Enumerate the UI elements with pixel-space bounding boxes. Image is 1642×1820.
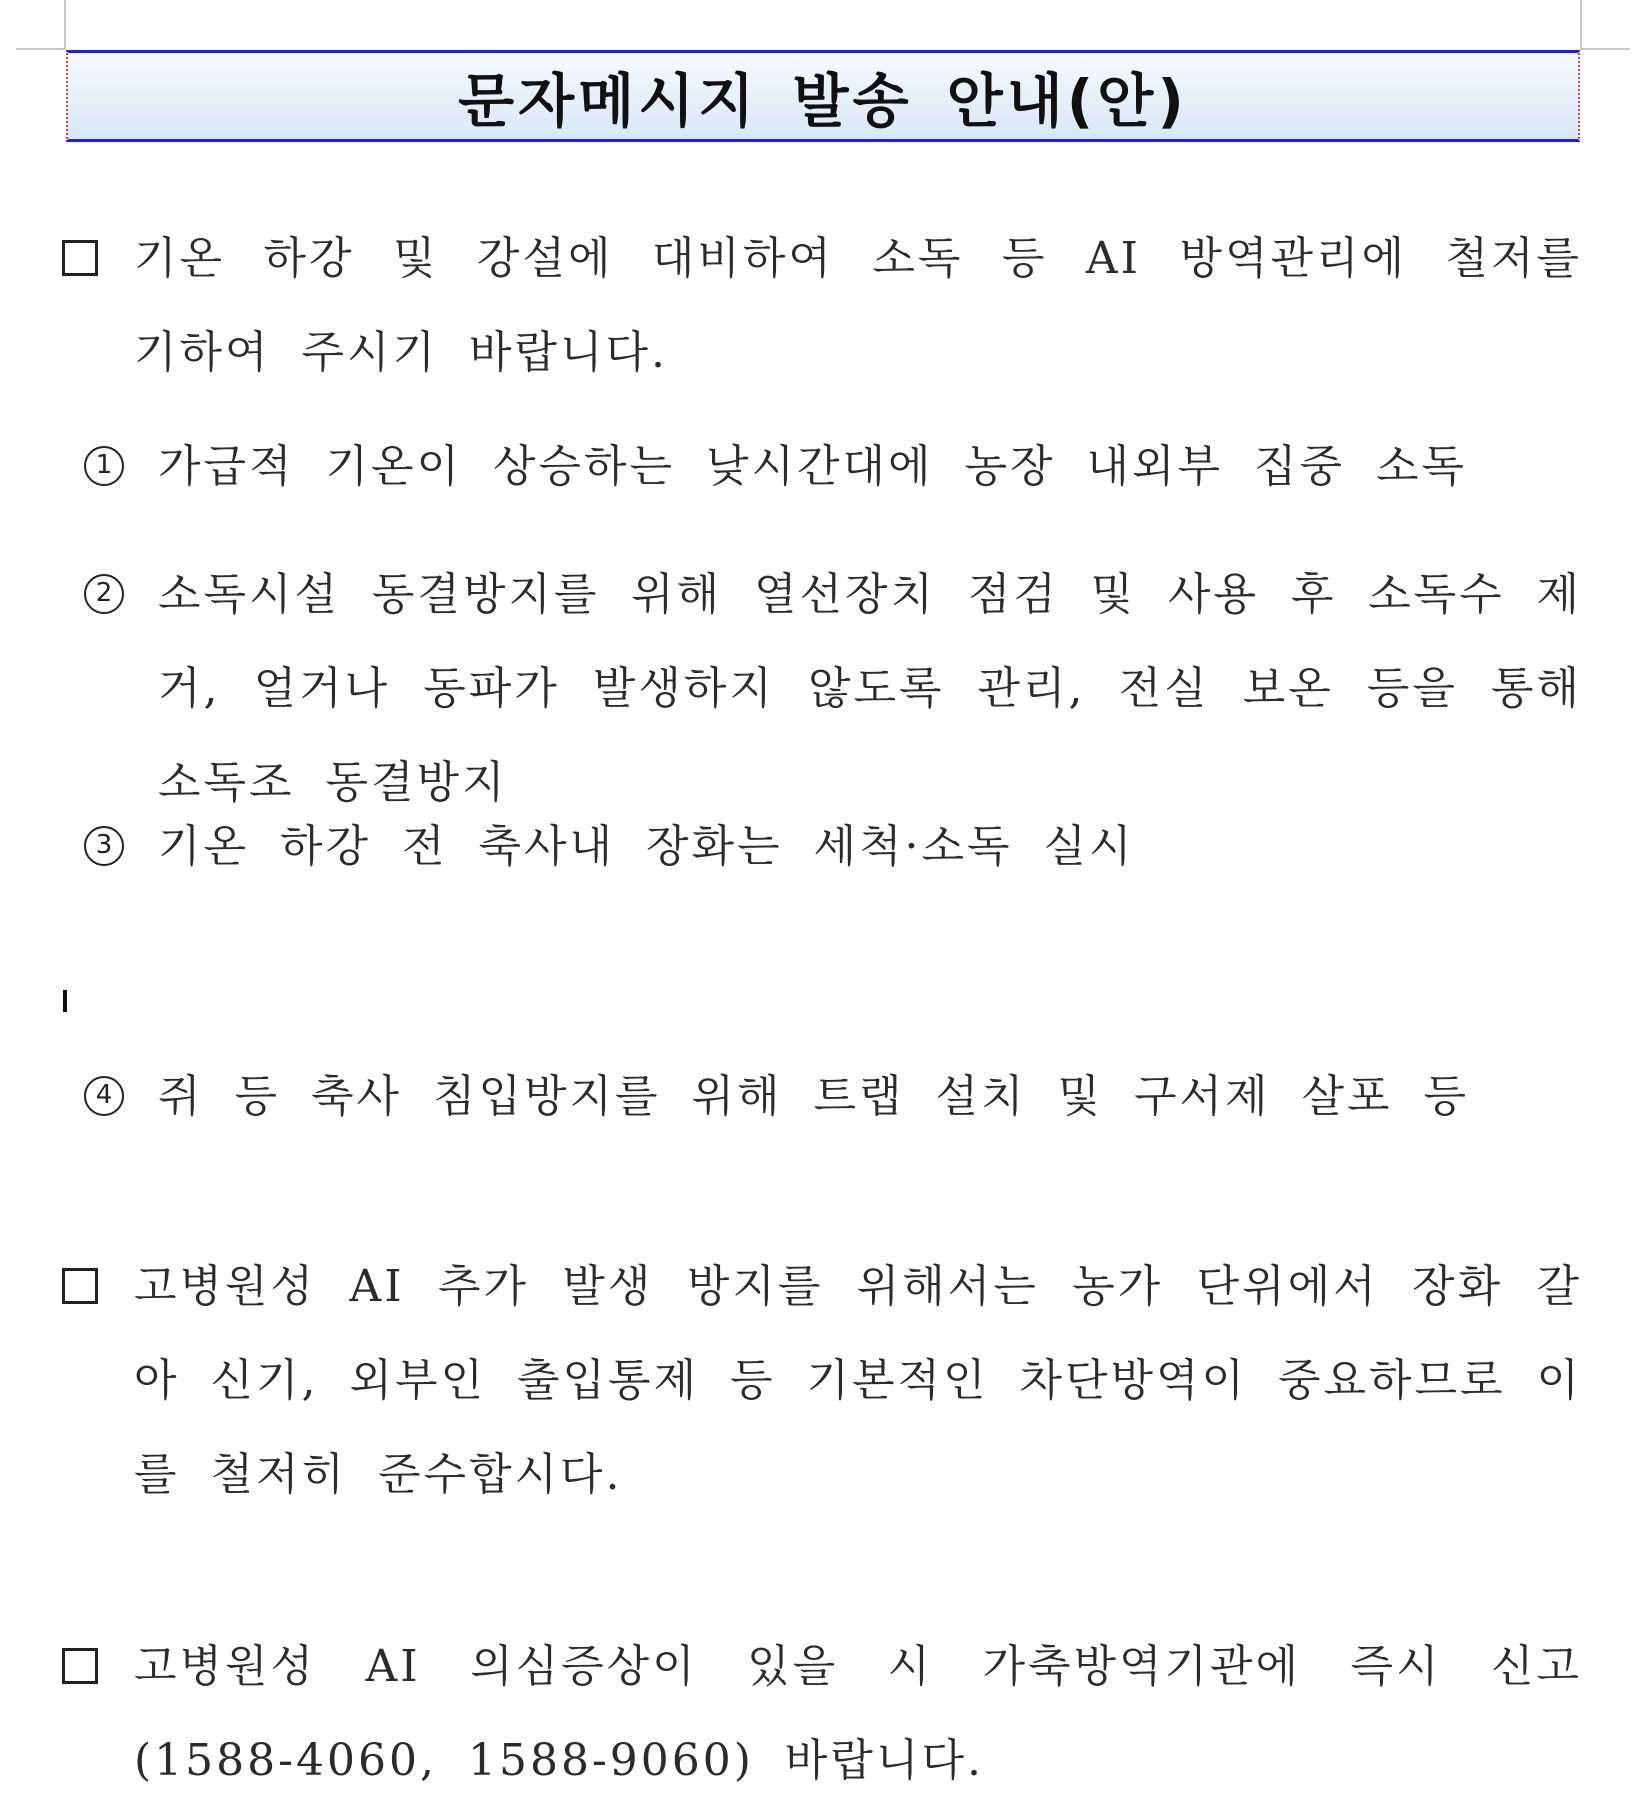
section-2-text: 고병원성 AI 추가 발생 방지를 위해서는 농가 단위에서 장화 갈아 신기, 외부인 출입통제 등 기본적인 차단방역이 중요하므로 이를 철저히 준수합시다. — [134, 1261, 1582, 1500]
circled-number-icon: 2 — [84, 574, 124, 614]
item-3 — [62, 800, 1582, 894]
text-cursor[interactable] — [63, 990, 67, 1012]
title-box — [66, 50, 1580, 142]
circled-number-icon: 3 — [84, 826, 124, 866]
page-guide-top-left-vertical — [64, 0, 66, 50]
circled-number-icon: 4 — [84, 1076, 124, 1116]
empty-square-icon — [62, 240, 98, 276]
section-1-text: 기온 하강 및 강설에 대비하여 소독 등 AI 방역관리에 철저를 기하여 주시기 바랍니다. — [134, 233, 1582, 378]
empty-square-icon — [62, 1648, 98, 1684]
document-title: 문자메시지 발송 안내(안) — [458, 67, 1188, 135]
circled-number-icon: 1 — [84, 446, 124, 486]
item-1-text: 가급적 기온이 상승하는 낮시간대에 농장 내외부 집중 소독 — [158, 441, 1467, 492]
page-guide-top-left-horizontal — [16, 48, 66, 50]
empty-square-icon — [62, 1268, 98, 1304]
section-1 — [62, 212, 1582, 400]
section-3-text: 고병원성 AI 의심증상이 있을 시 가축방역기관에 즉시 신고 (1588-4060, 1588-9060) 바랍니다. — [134, 1641, 1582, 1786]
item-3-text: 기온 하강 전 축사내 장화는 세척·소독 실시 — [158, 821, 1135, 872]
item-2 — [62, 548, 1582, 830]
page-guide-top-right-horizontal — [1580, 48, 1630, 50]
page-guide-top-right-vertical — [1580, 0, 1582, 50]
section-3 — [62, 1620, 1582, 1808]
item-1 — [62, 420, 1582, 514]
item-4-text: 쥐 등 축사 침입방지를 위해 트랩 설치 및 구서제 살포 등 — [158, 1071, 1469, 1122]
item-4 — [62, 1050, 1582, 1144]
section-2 — [62, 1240, 1582, 1522]
item-2-text: 소독시설 동결방지를 위해 열선장치 점검 및 사용 후 소독수 제거, 얼거나 동파가 발생하지 않도록 관리, 전실 보온 등을 통해 소독조 동결방지 — [158, 569, 1582, 808]
